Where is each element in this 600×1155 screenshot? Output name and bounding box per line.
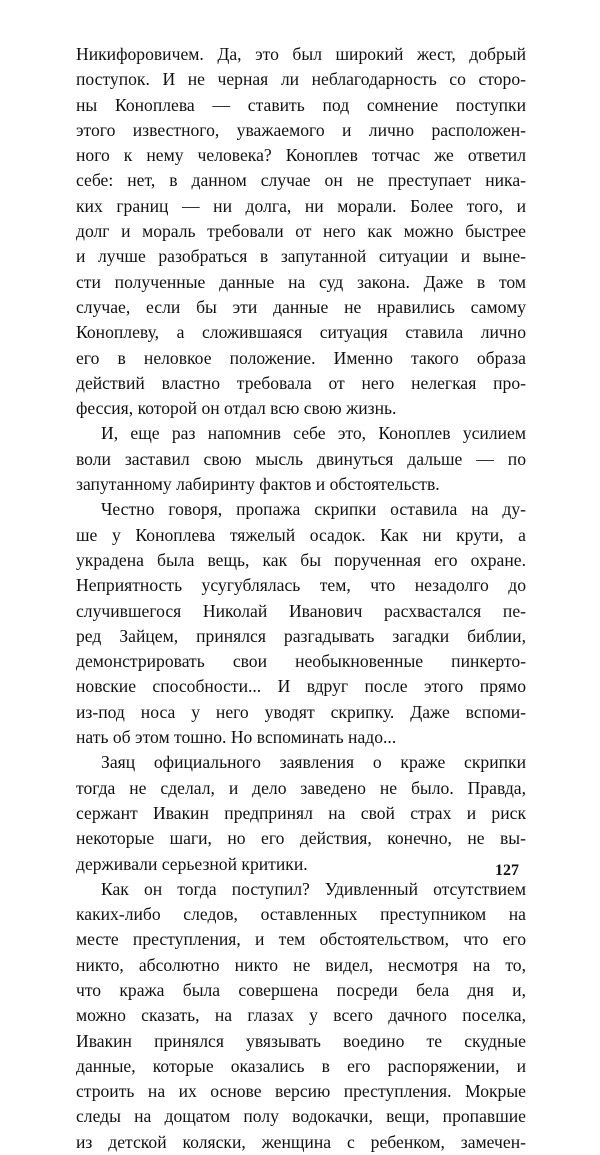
text-line: ше у Коноплева тяжелый осадок. Как ни крути, а	[76, 524, 526, 545]
text-line: данные, которые оказались в его распоряжении, и	[76, 1055, 526, 1076]
text-line: этого известного, уважаемого и лично расположен-	[76, 119, 526, 140]
text-line: запутанному лабиринту фактов и обстоятельств.	[76, 474, 440, 495]
text-line: себе: нет, в данном случае он не преступает ника-	[76, 170, 526, 191]
text-line: можно сказать, на глазах у всего дачного поселка,	[76, 1005, 526, 1026]
text-line: фессия, которой он отдал всю свою жизнь.	[76, 398, 397, 419]
text-line: его в неловкое положение. Именно такого образа	[76, 347, 526, 368]
text-line: нать об этом тошно. Но вспоминать надо...	[76, 727, 397, 748]
paragraph	[76, 42, 526, 421]
paragraph	[76, 421, 526, 497]
text-line: из детской коляски, женщина с ребенком, замечен-	[76, 1131, 526, 1152]
text-line: сти полученные данные на суд закона. Даже в том	[76, 271, 526, 292]
text-line: ких границ — ни долга, ни морали. Более того, и	[76, 195, 526, 216]
book-page-text	[76, 42, 526, 1155]
text-line: Неприятность усугублялась тем, что незадолго до	[76, 575, 526, 596]
text-line: из-под носа у него уводят скрипку. Даже вспоми-	[76, 701, 526, 722]
text-line: случившегося Николай Иванович расхвастался пе-	[76, 600, 526, 621]
text-line: месте преступления, и тем обстоятельством, что его	[76, 929, 526, 950]
text-line: ного к нему человека? Коноплев тотчас же ответил	[76, 145, 526, 166]
paragraph	[76, 497, 526, 750]
text-line: сержант Ивакин предпринял на свой страх и риск	[76, 802, 526, 823]
text-line: что кража была совершена посреди бела дня и,	[76, 979, 526, 1000]
text-line: воли заставил свою мысль двинуться дальше — по	[76, 448, 526, 469]
text-line: каких-либо следов, оставленных преступником на	[76, 904, 526, 925]
text-line: никто, абсолютно никто не видел, несмотря на то,	[76, 954, 526, 975]
text-line: и лучше разобраться в запутанной ситуации и выне-	[76, 246, 526, 267]
text-line: тогда не сделал, и дело заведено не было. Правда,	[76, 777, 526, 798]
paragraph	[76, 877, 526, 1155]
text-line: Ивакин принялся увязывать воедино те скудные	[76, 1030, 526, 1051]
text-line: Коноплеву, а сложившаяся ситуация ставила лично	[76, 322, 526, 343]
text-line: некоторые шаги, но его действия, конечно, не вы-	[76, 828, 526, 849]
text-line: Честно говоря, пропажа скрипки оставила на ду-	[101, 499, 526, 520]
text-line: ред Зайцем, принялся разгадывать загадки библии,	[76, 625, 526, 646]
text-line: украдена была вещь, как бы порученная его охране.	[76, 549, 526, 570]
text-line: ны Коноплева — ставить под сомнение поступки	[76, 94, 526, 115]
text-line: И, еще раз напомнив себе это, Коноплев усилием	[101, 423, 526, 444]
text-line: долг и мораль требовали от него как можно быстрее	[76, 221, 526, 242]
text-line: Заяц официального заявления о краже скрипки	[101, 752, 526, 773]
text-line: случае, если бы эти данные не нравились самому	[76, 296, 526, 317]
text-line: Никифоровичем. Да, это был широкий жест, добрый	[76, 44, 526, 64]
text-line: следы на дощатом полу водокачки, вещи, пропавшие	[76, 1106, 526, 1127]
text-line: действий властно требовала от него нелегкая про-	[76, 372, 526, 393]
text-line: новские способности... И вдруг после этого прямо	[76, 676, 526, 697]
text-line: строить на их основе версию преступления. Мокрые	[76, 1081, 526, 1102]
text-line: демонстрировать свои необыкновенные пинкерто-	[76, 651, 526, 672]
text-line: держивали серьезной критики.	[76, 853, 308, 874]
page-number: 127	[495, 862, 519, 879]
paragraph	[76, 750, 526, 876]
text-line: поступок. И не черная ли неблагодарность со сторо-	[76, 69, 526, 90]
text-line: Как он тогда поступил? Удивленный отсутствием	[101, 878, 526, 899]
